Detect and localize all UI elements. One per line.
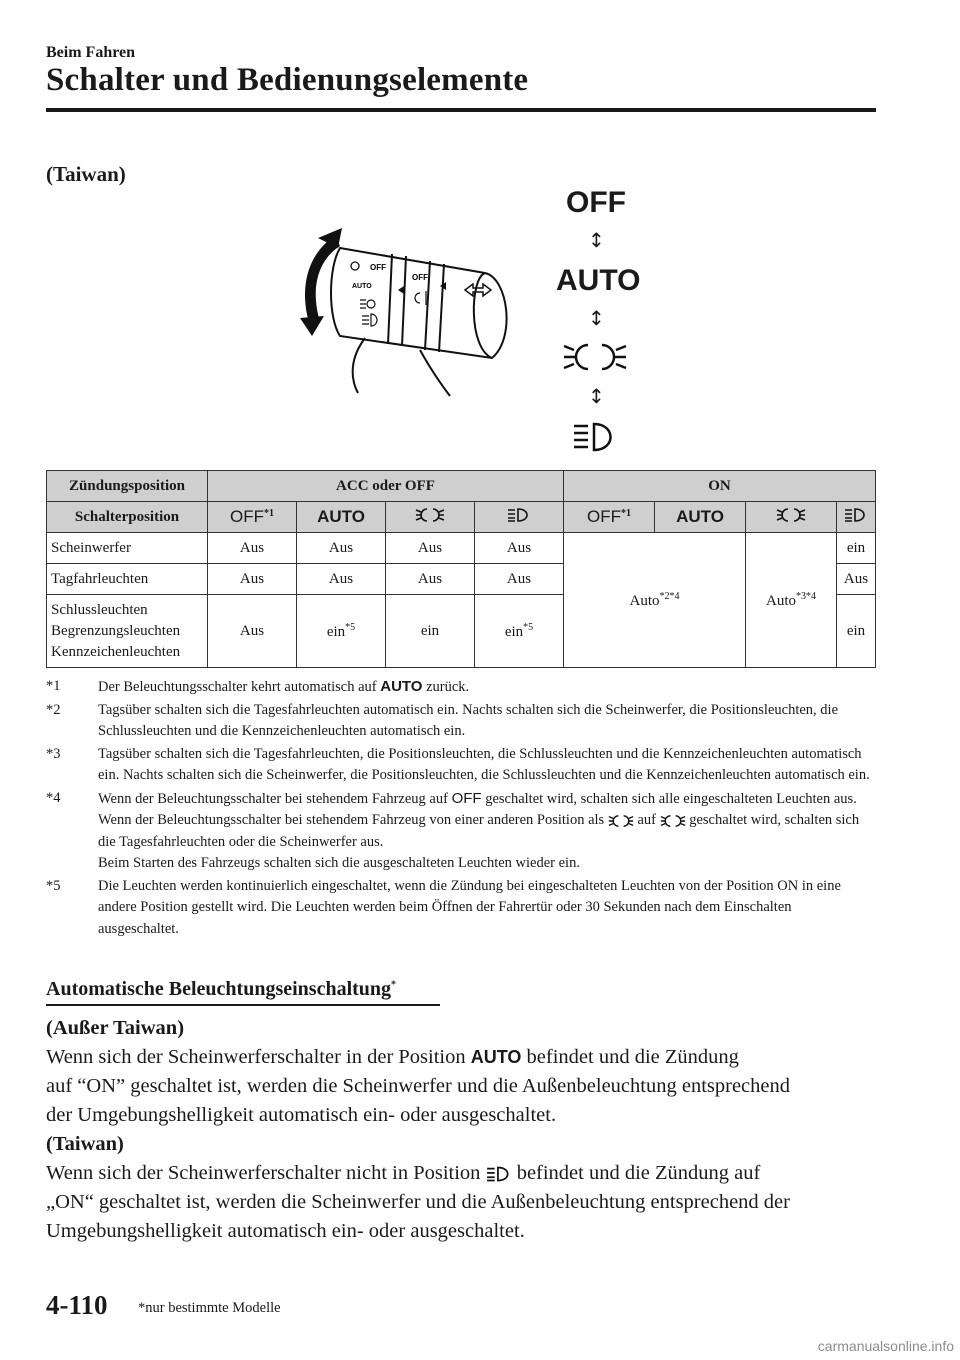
footnote-5: *5 Die Leuchten werden kontinuierlich eingeschaltet, wenn die Zündung bei eingeschalteten Leuchten von der Position ON in eine andere Position gestellt wird. Die Leuchten werden beim Öffnen der Fahrertür oder 30 Sekunden nach dem Einschalten ausgeschaltet. [46, 877, 841, 937]
header-acc-or-off: ACC oder OFF [208, 471, 564, 502]
col-on-auto: AUTO [655, 502, 746, 533]
col-on-parking-icon [746, 502, 837, 533]
legend-off-label: OFF [566, 186, 626, 219]
light-switch-stalk-diagram [280, 218, 540, 398]
title-rule [46, 108, 876, 112]
table-row: Tagfahrleuchten Aus Aus Aus Aus Aus [47, 564, 876, 595]
header-ignition: Zündungsposition [47, 471, 208, 502]
section-kicker: Beim Fahren [46, 44, 136, 61]
auto-cell-2: Auto$^{*3*4}$ [746, 533, 837, 668]
auto-cell-1: Auto$^{*2*4}$ [564, 533, 746, 668]
legend-auto-label: AUTO [556, 264, 641, 297]
switch-label-off-1: OFF [370, 263, 386, 272]
page-number: 4-110 [46, 1290, 108, 1320]
region-label-taiwan: (Taiwan) [46, 162, 126, 186]
parking-light-icon [608, 814, 634, 828]
paragraph-taiwan: Wenn sich der Scheinwerferschalter nicht in Position befindet und die Zündung auf „ON“ geschaltet ist, werden die Scheinwerfer und die Außenbeleuchtung entsprechend der Umgebungshelligkeit automatisch ein- oder ausgeschaltet. [46, 1162, 790, 1242]
page-title: Schalter und Bedienungselemente [46, 62, 529, 98]
headlight-icon [507, 507, 531, 523]
paragraph-label-outside-taiwan: (Außer Taiwan) [46, 1017, 185, 1039]
headlight-icon [844, 507, 868, 523]
table-row: Schlussleuchten Begrenzungsleuchten Kennzeichenleuchten Aus ein$^{*5}$ ein ein$^{*5}$ ein [47, 595, 876, 668]
col-parking-icon [386, 502, 475, 533]
col-auto: AUTO [297, 502, 386, 533]
header-switch-position: Schalterposition [47, 502, 208, 533]
footer-note: *nur bestimmte Modelle [138, 1300, 281, 1316]
col-headlight-icon [475, 502, 564, 533]
headlight-icon [572, 420, 618, 454]
watermark: carmanualsonline.info [817, 1338, 954, 1354]
col-on-off: OFF$^{*1}$ [564, 502, 655, 533]
up-down-arrow: ↕ [588, 306, 605, 330]
section-heading-auto-lighting: Automatische Beleuchtungseinschaltung* [46, 978, 397, 1000]
footnotes [46, 676, 876, 940]
headlight-icon [486, 1164, 512, 1184]
parking-light-icon [562, 340, 628, 374]
paragraph-label-taiwan: (Taiwan) [46, 1133, 124, 1155]
parking-light-icon [776, 507, 806, 523]
footnote-3: *3 Tagsüber schalten sich die Tagesfahrleuchten, die Positionsleuchten, die Schlussleuchten und die Kennzeichenleuchten automatisch ein. Nachts schalten sich die Scheinwerfer, die Positionsleuchten, die Schlussleuchten und die Kennzeichenleuchten automatisch ein. [46, 745, 870, 783]
up-down-arrow: ↕ [588, 228, 605, 252]
footnote-2: *2 Tagsüber schalten sich die Tagesfahrleuchten automatisch ein. Nachts schalten sich die Scheinwerfer, die Positionsleuchten, die Schlussleuchten und die Kennzeichenleuchten automatisch ein. [46, 701, 839, 739]
parking-light-icon [660, 814, 686, 828]
heading-underline [46, 1004, 440, 1006]
paragraph-outside-taiwan: Wenn sich der Scheinwerferschalter in der Position AUTO befindet und die Zündung auf “ON” geschaltet ist, werden die Scheinwerfer und die Außenbeleuchtung entsprechend der Umgebungshelligkeit automatisch ein- oder ausgeschaltet. [46, 1046, 790, 1126]
parking-light-icon [415, 507, 445, 523]
switch-label-auto: AUTO [352, 283, 372, 290]
table-row: Scheinwerfer Aus Aus Aus Aus Auto$^{*2*4}$ Auto$^{*3*4}$ ein [47, 533, 876, 564]
col-on-headlight-icon [837, 502, 876, 533]
lighting-table [46, 470, 876, 668]
switch-label-off-2: OFF [412, 273, 428, 282]
col-off: OFF$^{*1}$ [208, 502, 297, 533]
footnote-4: *4 Wenn der Beleuchtungsschalter bei stehendem Fahrzeug auf OFF geschaltet wird, schalten sich alle eingeschalteten Leuchten aus. Wenn der Beleuchtungsschalter bei stehendem Fahrzeug von einer anderen Position als auf geschaltet wird, schalten sich die Tagesfahrleuchten oder die Scheinwerfer aus. Beim Starten des Fahrzeugs schalten sich die ausgeschalteten Leuchten wieder ein. [46, 789, 860, 871]
header-on: ON [564, 471, 876, 502]
up-down-arrow: ↕ [588, 384, 605, 408]
footnote-1: *1 Der Beleuchtungsschalter kehrt automatisch auf AUTO zurück. [46, 678, 470, 695]
